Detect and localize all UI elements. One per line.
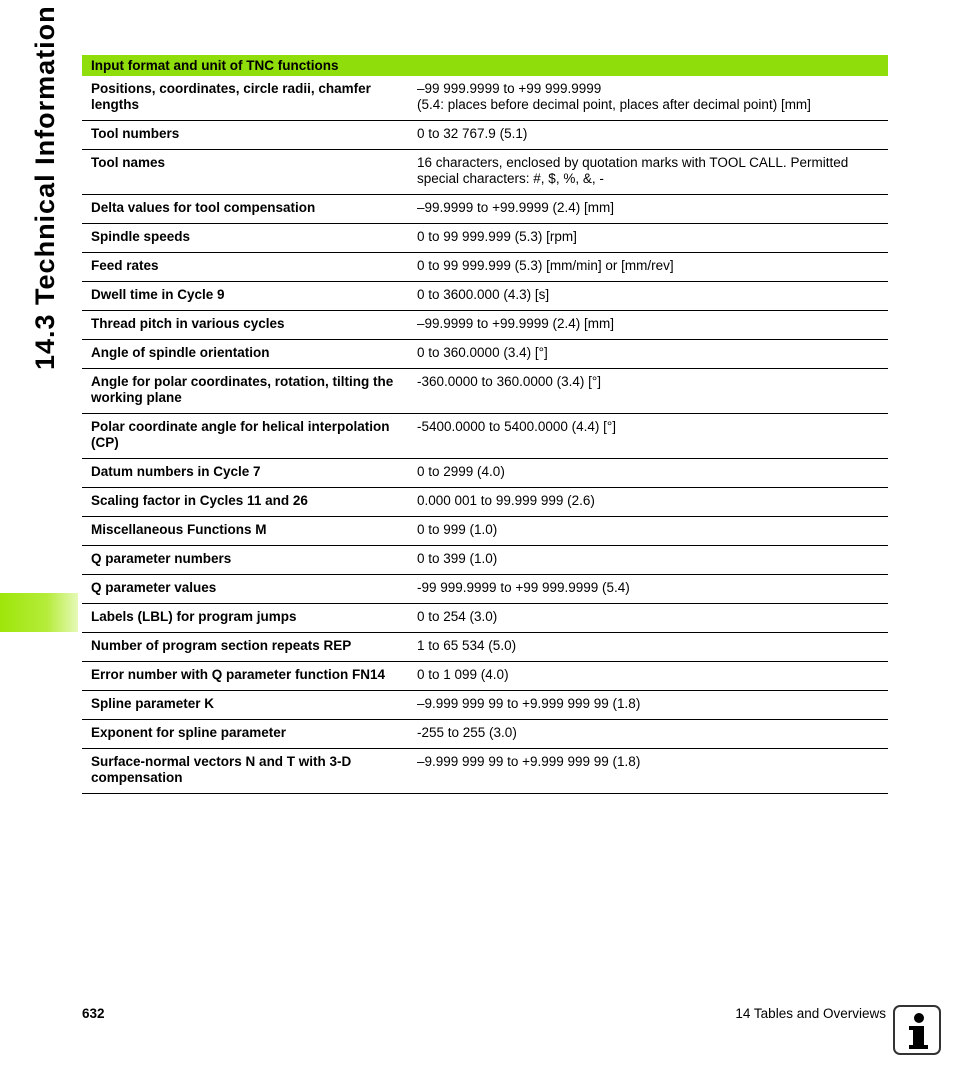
parameter-range bbox=[409, 575, 888, 604]
parameter-name: Labels (LBL) for program jumps bbox=[82, 604, 409, 633]
parameter-range bbox=[409, 121, 888, 150]
table-row bbox=[82, 459, 888, 488]
parameter-range bbox=[409, 604, 888, 633]
range-value: -255 to 255 (3.0) bbox=[417, 725, 517, 740]
table-row bbox=[82, 224, 888, 253]
table-header: Input format and unit of TNC functions bbox=[82, 55, 888, 76]
parameter-name: Q parameter numbers bbox=[82, 546, 409, 575]
range-value: 0 to 32 767.9 (5.1) bbox=[417, 126, 528, 141]
parameter-range bbox=[409, 150, 888, 195]
table-row bbox=[82, 517, 888, 546]
page-number: 632 bbox=[82, 1006, 105, 1021]
parameter-name: Q parameter values bbox=[82, 575, 409, 604]
parameter-name: Tool names bbox=[82, 150, 409, 195]
table-row bbox=[82, 340, 888, 369]
parameter-name: Polar coordinate angle for helical interpolation (CP) bbox=[82, 414, 409, 459]
parameter-name: Error number with Q parameter function FN14 bbox=[82, 662, 409, 691]
parameter-range bbox=[409, 76, 888, 121]
range-value: 0 to 999 (1.0) bbox=[417, 522, 498, 537]
table-row bbox=[82, 662, 888, 691]
parameter-range bbox=[409, 459, 888, 488]
table-row bbox=[82, 121, 888, 150]
parameter-name: Delta values for tool compensation bbox=[82, 195, 409, 224]
range-value: 1 to 65 534 (5.0) bbox=[417, 638, 517, 653]
parameter-name: Positions, coordinates, circle radii, chamfer lengths bbox=[82, 76, 409, 121]
table-row bbox=[82, 369, 888, 414]
range-value: 0.000 001 to 99.999 999 (2.6) bbox=[417, 493, 595, 508]
parameter-range bbox=[409, 253, 888, 282]
parameter-name: Exponent for spline parameter bbox=[82, 720, 409, 749]
table-row bbox=[82, 546, 888, 575]
table-row bbox=[82, 195, 888, 224]
table-row bbox=[82, 253, 888, 282]
table-row bbox=[82, 76, 888, 121]
range-value: 0 to 99 999.999 (5.3) [rpm] bbox=[417, 229, 577, 244]
parameter-name: Spindle speeds bbox=[82, 224, 409, 253]
range-note: (5.4: places before decimal point, places after decimal point) [mm] bbox=[417, 97, 811, 112]
parameter-name: Miscellaneous Functions M bbox=[82, 517, 409, 546]
table-row bbox=[82, 691, 888, 720]
range-value: 0 to 254 (3.0) bbox=[417, 609, 498, 624]
parameter-name: Datum numbers in Cycle 7 bbox=[82, 459, 409, 488]
chapter-tab-marker bbox=[0, 593, 78, 632]
range-value: -360.0000 to 360.0000 (3.4) [°] bbox=[417, 374, 602, 389]
parameter-range bbox=[409, 224, 888, 253]
parameter-range bbox=[409, 633, 888, 662]
table-row bbox=[82, 414, 888, 459]
parameter-name: Feed rates bbox=[82, 253, 409, 282]
table-row bbox=[82, 720, 888, 749]
parameter-range bbox=[409, 691, 888, 720]
table-row bbox=[82, 749, 888, 794]
parameter-range bbox=[409, 720, 888, 749]
range-value: –99 999.9999 to +99 999.9999 bbox=[417, 81, 602, 96]
range-value: 0 to 99 999.999 (5.3) [mm/min] or [mm/rev] bbox=[417, 258, 674, 273]
range-value: –9.999 999 99 to +9.999 999 99 (1.8) bbox=[417, 754, 641, 769]
range-value: 0 to 360.0000 (3.4) [°] bbox=[417, 345, 548, 360]
table-row bbox=[82, 488, 888, 517]
parameter-name: Angle of spindle orientation bbox=[82, 340, 409, 369]
chapter-name: 14 Tables and Overviews bbox=[735, 1006, 886, 1021]
parameter-range bbox=[409, 488, 888, 517]
table-row bbox=[82, 604, 888, 633]
parameter-name: Angle for polar coordinates, rotation, tilting the working plane bbox=[82, 369, 409, 414]
parameter-range bbox=[409, 749, 888, 794]
parameter-name: Dwell time in Cycle 9 bbox=[82, 282, 409, 311]
table-row bbox=[82, 633, 888, 662]
range-value: 0 to 399 (1.0) bbox=[417, 551, 498, 566]
section-title-text: 14.3 Technical Information bbox=[30, 5, 60, 370]
parameter-name: Number of program section repeats REP bbox=[82, 633, 409, 662]
parameter-name: Surface-normal vectors N and T with 3-D compensation bbox=[82, 749, 409, 794]
parameter-range bbox=[409, 517, 888, 546]
range-value: -5400.0000 to 5400.0000 (4.4) [°] bbox=[417, 419, 617, 434]
parameter-range bbox=[409, 340, 888, 369]
parameter-range bbox=[409, 311, 888, 340]
range-value: 0 to 3600.000 (4.3) [s] bbox=[417, 287, 550, 302]
parameter-range bbox=[409, 282, 888, 311]
parameter-name: Scaling factor in Cycles 11 and 26 bbox=[82, 488, 409, 517]
table-row bbox=[82, 575, 888, 604]
parameter-range bbox=[409, 414, 888, 459]
range-value: 0 to 1 099 (4.0) bbox=[417, 667, 509, 682]
parameter-range bbox=[409, 546, 888, 575]
parameter-range bbox=[409, 662, 888, 691]
table-row bbox=[82, 150, 888, 195]
range-value: –99.9999 to +99.9999 (2.4) [mm] bbox=[417, 316, 615, 331]
range-value: -99 999.9999 to +99 999.9999 (5.4) bbox=[417, 580, 630, 595]
range-value: –9.999 999 99 to +9.999 999 99 (1.8) bbox=[417, 696, 641, 711]
parameter-name: Spline parameter K bbox=[82, 691, 409, 720]
table-row bbox=[82, 282, 888, 311]
parameter-range bbox=[409, 369, 888, 414]
range-value: –99.9999 to +99.9999 (2.4) [mm] bbox=[417, 200, 615, 215]
range-value: 16 characters, enclosed by quotation marks with TOOL CALL. Permitted special characters: #, $, %, &, - bbox=[417, 155, 849, 186]
parameter-range bbox=[409, 195, 888, 224]
table-row bbox=[82, 311, 888, 340]
parameter-name: Tool numbers bbox=[82, 121, 409, 150]
info-icon bbox=[893, 1005, 941, 1055]
range-value: 0 to 2999 (4.0) bbox=[417, 464, 505, 479]
table-header-row bbox=[82, 55, 888, 76]
tnc-input-format-table bbox=[82, 55, 888, 794]
parameter-name: Thread pitch in various cycles bbox=[82, 311, 409, 340]
